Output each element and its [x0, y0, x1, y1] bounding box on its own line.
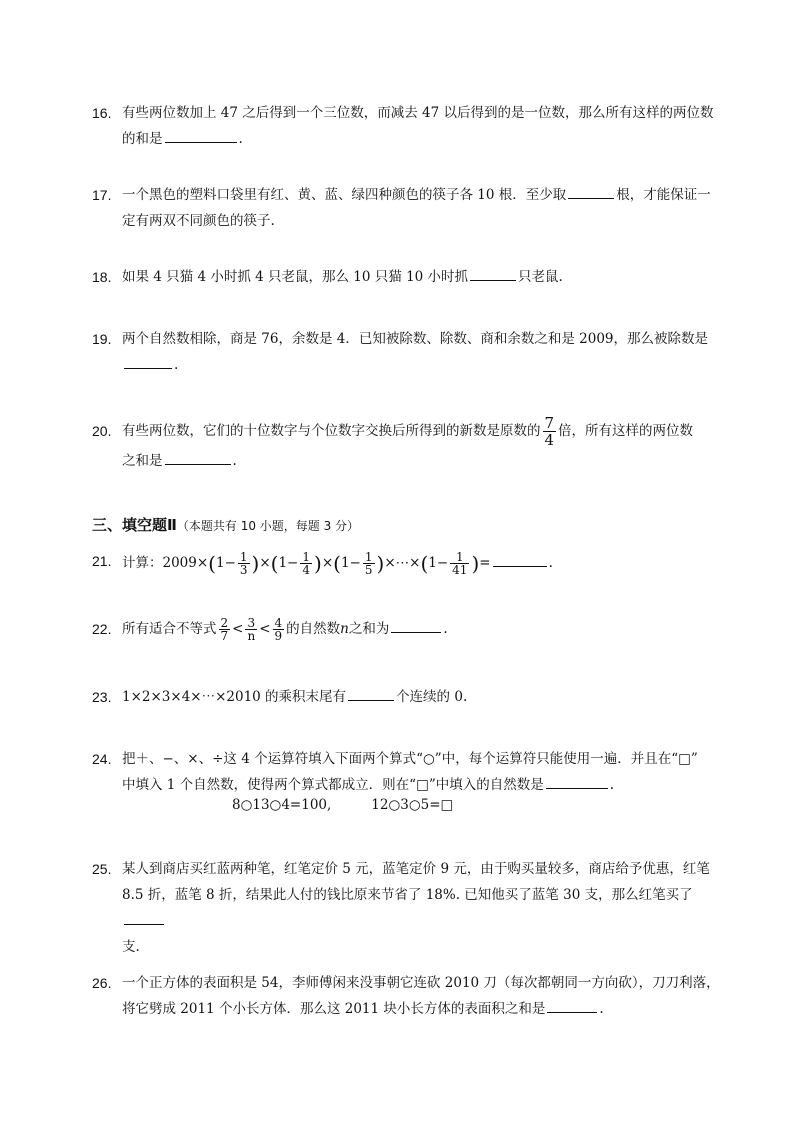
- period: .: [548, 555, 553, 571]
- question-number: 23.: [92, 689, 112, 705]
- math-op: <: [232, 621, 244, 637]
- math-op: ×⋯×: [384, 555, 421, 571]
- fraction: $\frac{1}{5}$: [364, 550, 373, 577]
- answer-blank[interactable]: [124, 354, 172, 369]
- question-text: 定有两双不同颜色的筷子.: [122, 213, 275, 229]
- question-text: 之和为: [348, 621, 390, 637]
- question-number: 21.: [92, 553, 112, 569]
- question-number: 18.: [92, 269, 112, 285]
- question-22: [92, 612, 722, 646]
- question-text: 1×2×3×4×⋯×2010 的乘积末尾有: [122, 689, 347, 705]
- question-text: 中填入 1 个自然数，使得两个算式都成立．则在“□”中填入的自然数是: [122, 777, 544, 793]
- question-26: [92, 970, 722, 1022]
- answer-blank[interactable]: [547, 998, 597, 1013]
- question-text: 个连续的 0.: [396, 689, 468, 705]
- fraction: $\frac{1}{3}$: [239, 550, 248, 577]
- math-term: 1−: [428, 555, 449, 571]
- question-number: 25.: [92, 861, 112, 877]
- question-text: 计算：2009×: [122, 555, 209, 571]
- question-text: 某人到商店买红蓝两种笔，红笔定价 5 元，蓝笔定价 9 元，由于购买量较多，商店给予优惠，红笔: [122, 861, 710, 877]
- answer-blank[interactable]: [124, 910, 164, 925]
- question-text: 的和是: [122, 131, 163, 147]
- question-text: 所有适合不等式: [122, 621, 217, 637]
- question-text: 之和是: [122, 453, 163, 469]
- answer-blank[interactable]: [165, 128, 237, 143]
- question-number: 26.: [92, 975, 112, 991]
- answer-blank[interactable]: [546, 774, 608, 789]
- section-title: 三、填空题Ⅱ: [92, 516, 177, 534]
- question-text: 支.: [122, 939, 140, 955]
- equation-2: 12○3○5=□: [371, 797, 454, 813]
- question-text: 只老鼠.: [518, 269, 563, 285]
- question-number: 17.: [92, 187, 112, 203]
- math-op: ×: [321, 555, 334, 571]
- fraction: $\frac{1}{4}$: [302, 550, 311, 577]
- question-number: 24.: [92, 751, 112, 767]
- fraction: $\frac{3}{n}$: [247, 616, 256, 643]
- period: .: [609, 777, 615, 793]
- answer-blank[interactable]: [391, 618, 441, 633]
- question-text: 有些两位数，它们的十位数字与个位数字交换后所得到的新数是原数的: [122, 423, 541, 439]
- question-text: 一个黑色的塑料口袋里有红、黄、蓝、绿四种颜色的筷子各 10 根．至少取: [122, 187, 567, 203]
- question-16: [92, 100, 722, 152]
- question-number: 22.: [92, 621, 112, 637]
- equations-24: [232, 792, 493, 818]
- math-term: 1−: [278, 555, 299, 571]
- period: .: [174, 357, 179, 373]
- math-op: =: [479, 555, 491, 571]
- fraction: $\frac{1}{41}$: [452, 550, 468, 577]
- question-25: [92, 856, 722, 960]
- section-note: （本题共有 10 小题，每题 3 分）: [176, 519, 360, 533]
- question-number: 16.: [92, 105, 112, 121]
- question-text: 8.5 折，蓝笔 8 折，结果此人付的钱比原来节省了 18%. 已知他买了蓝笔 30 支，那么红笔买了: [122, 887, 693, 903]
- fraction-7-4: $\frac{7}{4}$: [544, 414, 555, 449]
- math-op: ×: [259, 555, 271, 571]
- question-17: [92, 182, 722, 234]
- question-text: 将它劈成 2011 个小长方体．那么这 2011 块小长方体的表面积之和是: [122, 1001, 546, 1017]
- question-text: 一个正方体的表面积是 54，李师傅闲来没事朝它连砍 2010 刀（每次都朝同一方向砍），刀刀利落，: [122, 975, 720, 991]
- period: .: [232, 453, 237, 469]
- question-text: 如果 4 只猫 4 小时抓 4 只老鼠，那么 10 只猫 10 小时抓: [122, 269, 469, 285]
- question-19: [92, 326, 722, 378]
- section-heading: [92, 514, 359, 535]
- question-text: 把＋、−、×、÷这 4 个运算符填入下面两个算式“○”中，每个运算符只能使用一遍．并且在“□”: [122, 751, 698, 767]
- answer-blank[interactable]: [348, 686, 394, 701]
- variable-n: n: [340, 621, 349, 637]
- equation-1: 8○13○4=100,: [232, 797, 332, 813]
- fraction: $\frac{4}{9}$: [274, 616, 283, 643]
- question-number: 19.: [92, 331, 112, 347]
- fraction: $\frac{2}{7}$: [220, 616, 229, 643]
- question-21: 21. 计算：2009×(1− $\frac{1}{3}$ )×(1− $\frac{1}{4}$ )×(1− $\frac{1}{5}$ )×⋯×(1− $\frac{1}{41}$ )= .: [92, 550, 553, 577]
- question-20: [92, 414, 722, 474]
- answer-blank[interactable]: [568, 184, 614, 199]
- period: .: [443, 621, 448, 637]
- period: .: [238, 131, 243, 147]
- answer-blank[interactable]: [493, 552, 547, 567]
- question-text: 的自然数: [286, 621, 341, 637]
- period: .: [599, 1001, 604, 1017]
- answer-blank[interactable]: [470, 266, 516, 281]
- answer-blank[interactable]: [165, 450, 231, 465]
- math-op: <: [259, 621, 271, 637]
- math-term: 1−: [340, 555, 361, 571]
- question-18: [92, 264, 722, 290]
- question-text: 倍，所有这样的两位数: [558, 423, 694, 439]
- math-term: 1−: [215, 555, 236, 571]
- question-text: 两个自然数相除，商是 76，余数是 4．已知被除数、除数、商和余数之和是 2009，那么被除数是: [122, 331, 708, 347]
- question-text: 有些两位数加上 47 之后得到一个三位数，而减去 47 以后得到的是一位数，那么所有这样的两位数: [122, 105, 714, 121]
- question-23: [92, 684, 722, 710]
- question-number: 20.: [92, 423, 112, 439]
- question-text: 根，才能保证一: [616, 187, 711, 203]
- question-24: [92, 746, 722, 798]
